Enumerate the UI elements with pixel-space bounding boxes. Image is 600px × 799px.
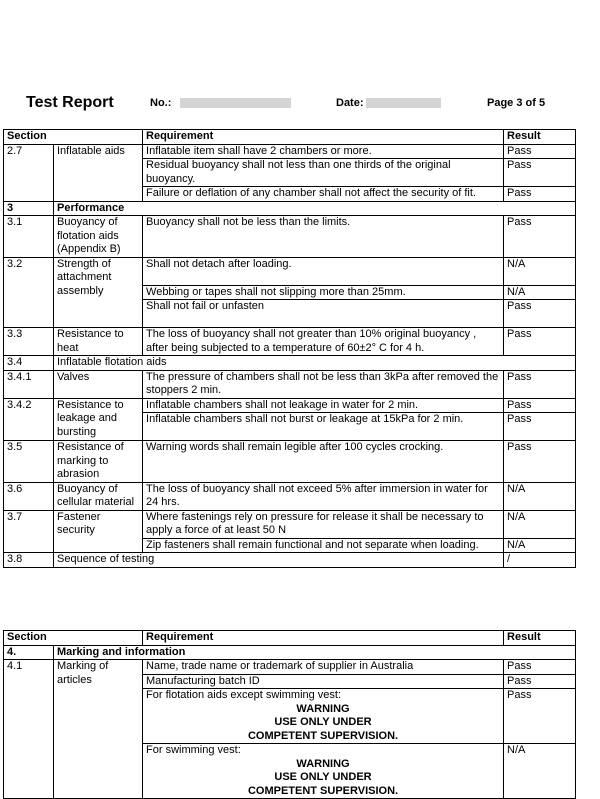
section-number: 3.5 (4, 441, 54, 483)
requirements-table-2 (3, 630, 576, 799)
requirement-text: The loss of buoyancy shall not greater than 10% original buoyancy , after being subjected to a temperature of 60±2° C for 4 h. (143, 328, 504, 356)
result-value: N/A (504, 538, 576, 553)
result-value: Pass (504, 660, 576, 675)
result-header: Result (504, 631, 576, 646)
table-row (4, 510, 576, 538)
requirement-text: Inflatable item shall have 2 chambers or more. (143, 144, 504, 159)
section-number: 3.4 (4, 356, 54, 371)
result-value: Pass (504, 441, 576, 483)
requirement-text: Where fastenings rely on pressure for release it shall be necessary to apply a force of at least 50 N (143, 510, 504, 538)
result-header: Result (504, 130, 576, 145)
table-row (4, 553, 576, 568)
result-value: Pass (504, 413, 576, 441)
result-value: N/A (504, 744, 576, 799)
table-row (4, 257, 576, 285)
result-value: Pass (504, 398, 576, 413)
requirement-text: Inflatable chambers shall not leakage in water for 2 min. (143, 398, 504, 413)
requirement-text: Failure or deflation of any chamber shall not affect the security of fit. (143, 187, 504, 202)
section-item: Buoyancy of flotation aids (Appendix B) (54, 216, 143, 258)
warning-line: COMPETENT SUPERVISION. (247, 729, 399, 742)
section-title: Sequence of testing (54, 553, 504, 568)
requirement-header: Requirement (143, 130, 504, 145)
requirement-text: Name, trade name or trademark of supplier in Australia (143, 660, 504, 675)
page-number: Page 3 of 5 (487, 97, 546, 109)
section-number: 3.8 (4, 553, 54, 568)
result-value: Pass (504, 159, 576, 187)
section-number: 3.1 (4, 216, 54, 258)
table-header-row (4, 130, 576, 145)
requirement-text: Shall not detach after loading. (143, 257, 504, 285)
section-header: Section (4, 631, 143, 646)
result-value: Pass (504, 370, 576, 398)
result-value: N/A (504, 510, 576, 538)
redacted-report-number (180, 98, 291, 108)
table-header-row (4, 631, 576, 646)
result-value: Pass (504, 674, 576, 689)
requirement-cell (143, 689, 504, 744)
section-item: Marking of articles (54, 660, 143, 799)
result-value: / (504, 553, 576, 568)
warning-line: USE ONLY UNDER (274, 716, 372, 728)
result-value: N/A (504, 285, 576, 300)
requirement-text: The pressure of chambers shall not be less than 3kPa after removed the stoppers 2 min. (143, 370, 504, 398)
section-number: 3 (4, 201, 54, 216)
result-value: Pass (504, 328, 576, 356)
requirements-table-1 (3, 129, 576, 568)
requirement-text: Webbing or tapes shall not slipping more than 25mm. (143, 285, 504, 300)
section-title: Performance (54, 201, 576, 216)
requirement-text: Inflatable chambers shall not burst or leakage at 15kPa for 2 min. (143, 413, 504, 441)
result-value: Pass (504, 144, 576, 159)
table-row (4, 441, 576, 483)
section-number: 2.7 (4, 144, 54, 201)
section-header: Section (4, 130, 143, 145)
warning-line: USE ONLY UNDER (274, 771, 372, 783)
result-value: Pass (504, 216, 576, 258)
result-value: Pass (504, 689, 576, 744)
section-item: Valves (54, 370, 143, 398)
section-number: 3.6 (4, 482, 54, 510)
table-row (4, 356, 576, 371)
table-row (4, 398, 576, 413)
section-item: Inflatable aids (54, 144, 143, 201)
result-value: N/A (504, 482, 576, 510)
requirement-text: Residual buoyancy shall not less than one thirds of the original buoyancy. (143, 159, 504, 187)
section-item: Resistance to leakage and bursting (54, 398, 143, 441)
requirement-text: Manufacturing batch ID (143, 674, 504, 689)
requirement-cell (143, 744, 504, 799)
warning-line: WARNING (296, 757, 350, 770)
requirement-text: Zip fasteners shall remain functional and not separate when loading. (143, 538, 504, 553)
section-number: 3.4.2 (4, 398, 54, 441)
table-row (4, 482, 576, 510)
table-row (4, 328, 576, 356)
requirement-text: Buoyancy shall not be less than the limits. (143, 216, 504, 258)
requirement-text: The loss of buoyancy shall not exceed 5% after immersion in water for 24 hrs. (143, 482, 504, 510)
requirement-text: Warning words shall remain legible after 100 cycles crocking. (143, 441, 504, 483)
section-item: Resistance of marking to abrasion (54, 441, 143, 483)
section-number: 3.7 (4, 510, 54, 553)
redacted-date (366, 98, 441, 108)
section-item: Fastener security (54, 510, 143, 553)
section-title: Marking and information (54, 645, 576, 660)
section-number: 3.4.1 (4, 370, 54, 398)
section-item: Buoyancy of cellular material (54, 482, 143, 510)
requirement-header: Requirement (143, 631, 504, 646)
requirement-text: Shall not fail or unfasten (143, 300, 504, 328)
date-label: Date: (336, 97, 364, 109)
result-value: Pass (504, 300, 576, 328)
warning-line: COMPETENT SUPERVISION. (247, 784, 399, 797)
section-title: Inflatable flotation aids (54, 356, 576, 371)
section-number: 3.3 (4, 328, 54, 356)
report-header (0, 94, 600, 114)
section-item: Strength of attachment assembly (54, 257, 143, 328)
table-row (4, 660, 576, 675)
report-title: Test Report (26, 94, 114, 111)
table-row (4, 370, 576, 398)
result-value: N/A (504, 257, 576, 285)
table-row (4, 645, 576, 660)
table-row (4, 216, 576, 258)
section-item: Resistance to heat (54, 328, 143, 356)
result-value: Pass (504, 187, 576, 202)
table-row (4, 201, 576, 216)
requirement-text: For flotation aids except swimming vest: (146, 689, 342, 701)
requirement-text: For swimming vest: (146, 744, 241, 756)
report-number-label: No.: (150, 97, 172, 109)
table-row (4, 144, 576, 159)
section-number: 3.2 (4, 257, 54, 328)
section-number: 4.1 (4, 660, 54, 799)
warning-line: WARNING (296, 702, 350, 715)
section-number: 4. (4, 645, 54, 660)
